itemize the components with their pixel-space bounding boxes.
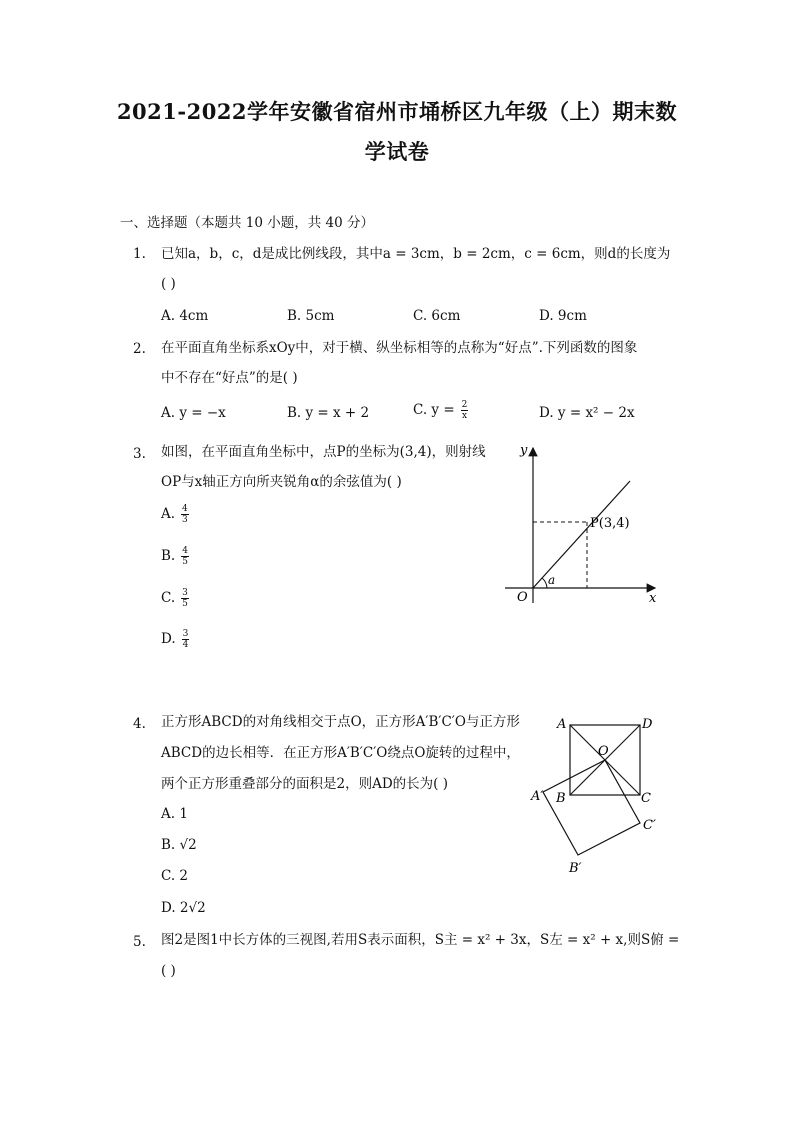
q1-number: 1. [133,246,146,262]
label-o: O [598,744,609,759]
q5-stem: 图2是图1中长方体的三视图,若用S表示面积，S主 = x² + 3x，S左 = x² + x,则S俯 = [161,932,680,948]
q1-option-d[interactable]: D. 9cm [539,308,587,324]
q4-option-b[interactable]: B. √2 [161,837,197,853]
q4-figure [525,710,670,880]
q3-option-d-fraction: $\frac{3}{4}$ [182,629,189,650]
label-b: B [556,791,566,806]
q3-number: 3. [133,446,146,462]
q3-option-c[interactable]: C. $\frac{3}{5}$ [161,588,188,609]
q2-stem-cont: 中不存在“好点”的是( ) [161,370,298,386]
point-p-label: P(3,4) [590,516,630,531]
q2-option-c-label: C. y = [413,402,455,418]
angle-arc [542,578,547,588]
q3-option-a-fraction: $\frac{4}{3}$ [182,504,188,525]
q2-option-a[interactable]: A. y = −x [161,405,226,421]
label-a-prime: A′ [531,789,544,804]
q4-stem: 正方形ABCD的对角线相交于点O，正方形A′B′C′O与正方形 [161,714,520,730]
label-c-prime: C′ [643,818,656,833]
q3-stem: 如图，在平面直角坐标中，点P的坐标为(3,4)，则射线 [161,444,486,460]
label-d: D [642,717,653,732]
alpha-label: a [548,573,556,587]
q4-option-a[interactable]: A. 1 [161,806,188,822]
label-b-prime: B′ [569,861,582,876]
q5-number: 5. [133,934,146,950]
q2-option-c[interactable] [413,400,468,421]
origin-label: O [517,590,528,605]
q5-stem-cont: ( ) [161,963,176,979]
q2-number: 2. [133,341,146,357]
q2-stem: 在平面直角坐标系xOy中，对于横、纵坐标相等的点称为“好点”.下列函数的图象 [161,340,638,356]
x-axis-label: x [649,591,657,606]
label-a: A [557,717,567,732]
y-axis-label: y [520,443,528,458]
q4-number: 4. [133,716,146,732]
q2-option-d[interactable]: D. y = x² − 2x [539,405,635,421]
q3-figure [500,438,670,613]
q1-option-c[interactable]: C. 6cm [413,308,461,324]
q4-stem-cont2: 两个正方形重叠部分的面积是2，则AD的长为( ) [161,776,448,792]
q2-option-c-fraction: $\frac{2}{x}$ [461,400,468,421]
q4-stem-cont: ABCD的边长相等．在正方形A′B′C′O绕点O旋转的过程中， [161,745,520,761]
q1-stem: 已知a，b，c，d是成比例线段，其中a = 3cm，b = 2cm，c = 6cm，则d的长度为 [161,246,671,262]
page-title: 2021-2022学年安徽省宿州市埇桥区九年级（上）期末数 [116,99,678,124]
q3-option-d[interactable]: D. $\frac{3}{4}$ [161,629,189,650]
q3-stem-cont: OP与x轴正方向所夹锐角α的余弦值为( ) [161,474,402,490]
page-title-cont: 学试卷 [364,139,430,164]
q4-option-d[interactable]: D. 2√2 [161,900,206,916]
q3-option-b-fraction: $\frac{4}{5}$ [182,546,188,567]
q3-option-b[interactable]: B. $\frac{4}{5}$ [161,546,188,567]
label-c: C [641,791,651,806]
ray-op [533,481,630,588]
q3-option-a[interactable]: A. $\frac{4}{3}$ [161,504,188,525]
q4-option-c[interactable]: C. 2 [161,868,189,884]
q3-option-c-fraction: $\frac{3}{5}$ [182,588,188,609]
section-heading: 一、选择题（本题共 10 小题，共 40 分） [120,215,375,231]
q1-option-a[interactable]: A. 4cm [161,308,209,324]
q2-option-b[interactable]: B. y = x + 2 [287,405,370,421]
q1-stem-cont: ( ) [161,276,176,292]
q1-option-b[interactable]: B. 5cm [287,308,335,324]
